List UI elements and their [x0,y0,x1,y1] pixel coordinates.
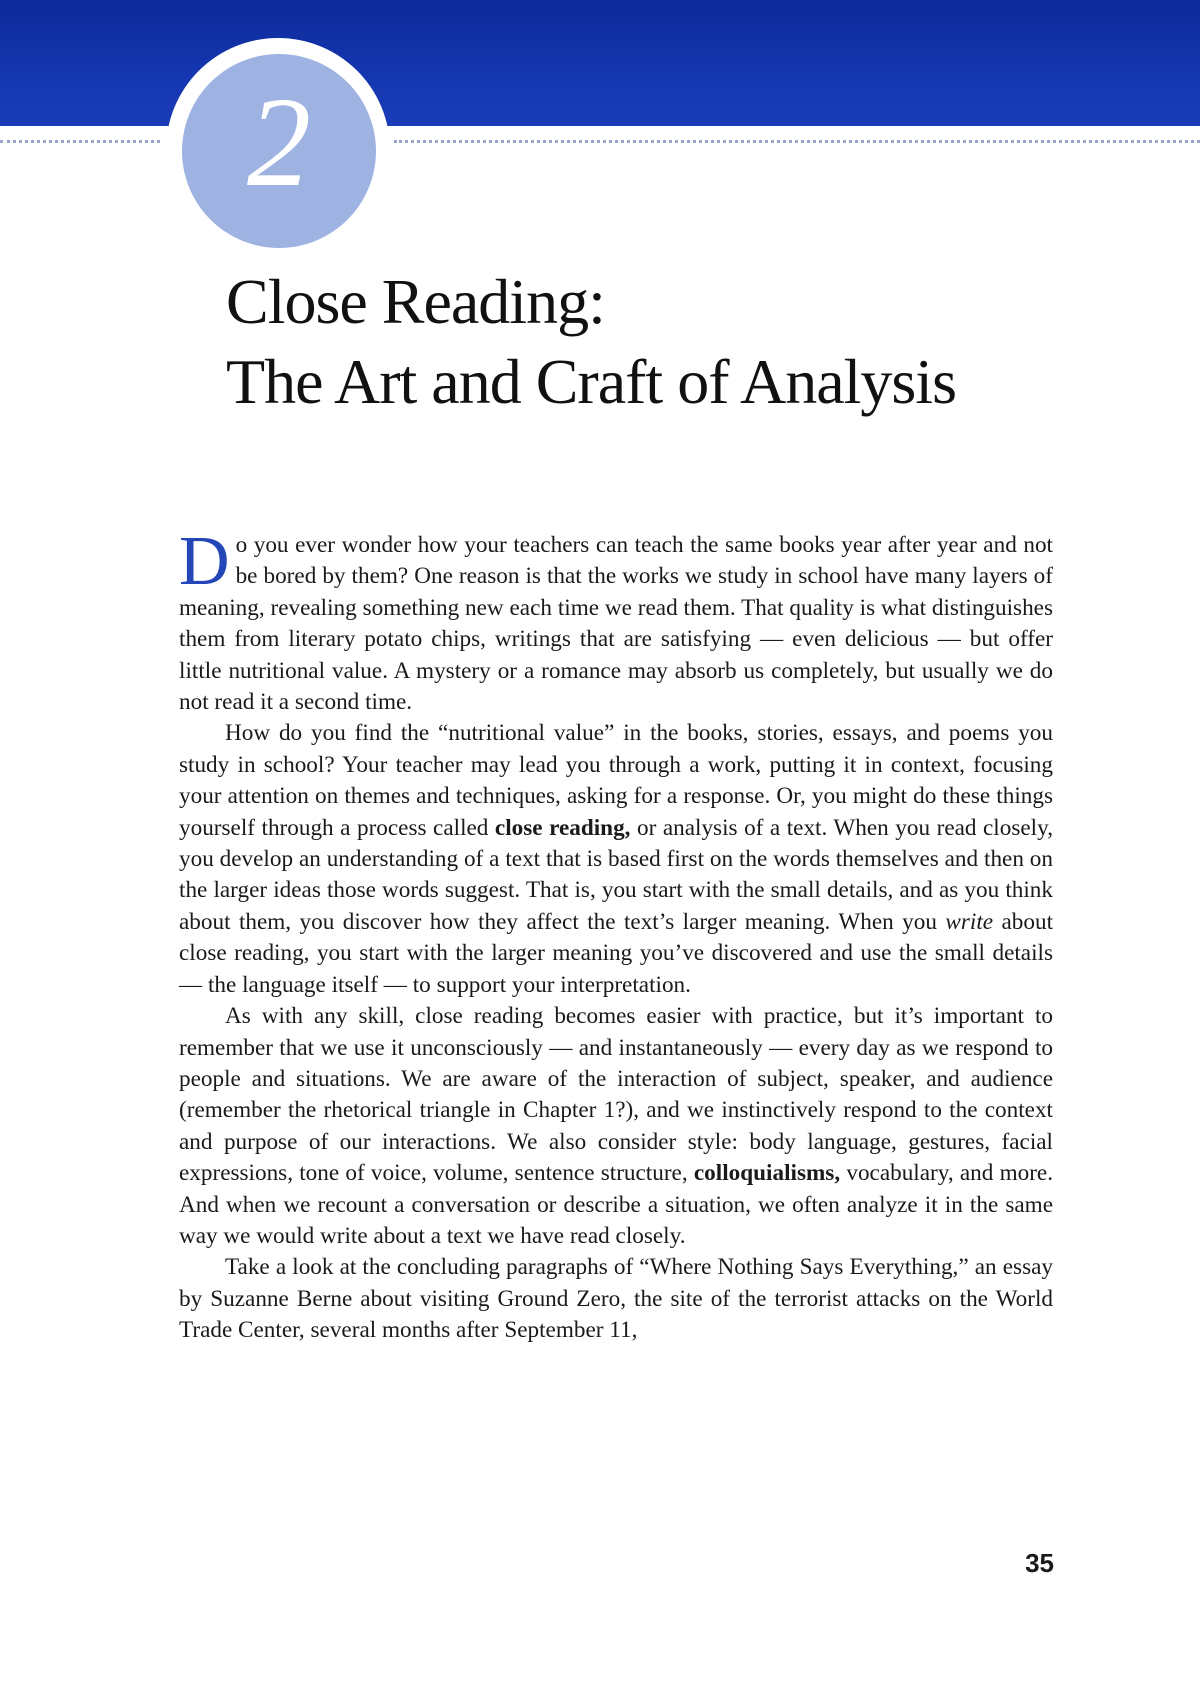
paragraph-1-text: o you ever wonder how your teachers can teach the same books year after year and not be bored by them? One reason is that the works we study in school have many layers of meaning, revealing something new each time we read them. That quality is what distinguishes them from literary potato chips, writings that are satisfying — even delicious — but offer little nutritional value. A mystery or a romance may absorb us completely, but usually we do not read it a second time. [179,532,1053,716]
paragraph-3-text-a: As with any skill, close reading becomes easier with practice, but it’s important to remember that we use it unconsciously — and instantaneously — every day as we respond to people and situations. We are aware of the interaction of subject, speaker, and audience (remember the rhetorical triangle in Chapter 1?), and we instinctively respond to the context and purpose of our interactions. We also consider style: body language, gestures, facial expressions, tone of voice, volume, sentence structure, [179,1003,1053,1187]
paragraph-4: Take a look at the concluding paragraphs of “Where Nothing Says Everything,” an essay by Suzanne Berne about visiting Ground Zero, the site of the terrorist attacks on the World Trade Center, several months after September 11, [179,1254,1053,1344]
body-text [179,523,1054,1347]
drop-cap: D [179,523,230,600]
key-term-colloquialisms: colloquialisms, [693,1160,841,1187]
key-term-close-reading: close reading, [494,814,631,841]
chapter-title [226,262,956,422]
header-dotted-rule-right [394,140,1200,143]
paragraph-3-text-b: vocabulary, and more. And when we recount a conversation or describe a situation, we often analyze it in the same way we would write about a text we have read closely. [179,1160,1054,1249]
paragraph-2-text-b: or analysis of a text. When you read closely, you develop an understanding of a text that is based first on the words themselves and then on the larger ideas those words suggest. That is, you start with the small details, and as you think about them, you discover how they affect the text’s larger meaning. When you [179,814,1053,935]
chapter-number: 2 [247,71,311,213]
chapter-title-line-1: Close Reading: [226,266,605,337]
paragraph-2 [179,718,1053,1001]
paragraph-3 [179,1001,1053,1252]
chapter-badge [182,54,376,248]
page-number: 35 [1025,1548,1054,1578]
paragraph-2-text-a: How do you find the “nutritional value” in the books, stories, essays, and poems you study in school? Your teacher may lead you through a work, putting it in context, focusing your attention on themes and techniques, asking for a response. Or, you might do these things yourself through a process called [179,720,1053,841]
emphasis-write: write [945,908,994,935]
header-dotted-rule-left [0,140,160,143]
paragraph-2-text-c: about close reading, you start with the larger meaning you’ve discovered and use the small details — the language itself — to support your interpretation. [179,908,1054,998]
chapter-title-line-2: The Art and Craft of Analysis [226,346,956,417]
paragraph-1 [179,523,1053,718]
